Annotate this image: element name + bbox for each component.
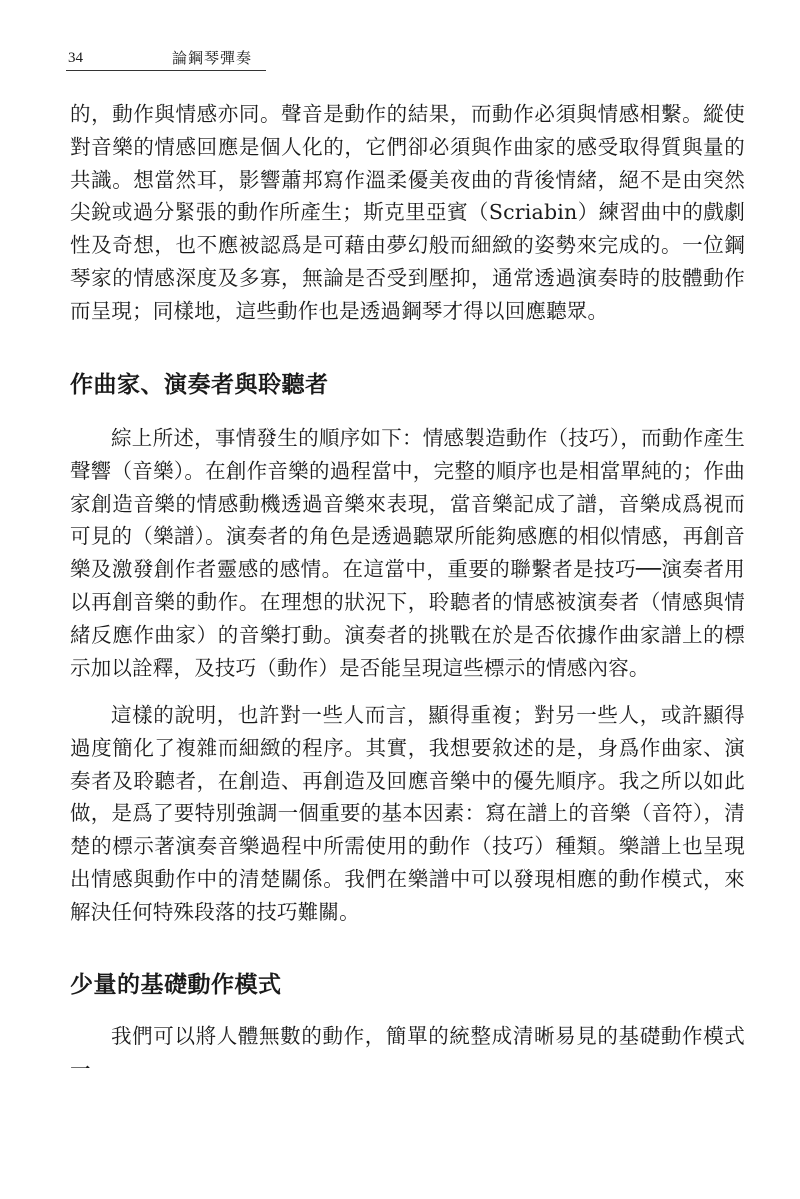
section-heading-composer-performer-listener: 作曲家、演奏者與聆聽者	[70, 371, 329, 398]
section-heading-basic-movement-patterns: 少量的基礎動作模式	[70, 971, 282, 998]
page-number: 34	[68, 50, 83, 66]
paragraph-movement-patterns: 我們可以將人體無數的動作，簡單的統整成清晰易見的基礎動作模式一	[70, 1024, 745, 1081]
running-header	[66, 44, 266, 71]
paragraph-continued: 的，動作與情感亦同。聲音是動作的結果，而動作必須與情感相繫。縱使對音樂的情感回應是個人化的，它們卻必須與作曲家的感受取得質與量的共識。想當然耳，影響蕭邦寫作溫柔優美夜曲的背後情緒，絕不是由突然尖銳或過分緊張的動作所產生；斯克里亞賓（Scriabin）練習曲中的戲劇性及奇想，也不應被認爲是可藉由夢幻般而細緻的姿勢來完成的。一位鋼琴家的情感深度及多寡，無論是否受到壓抑，通常透過演奏時的肢體動作而呈現；同樣地，這些動作也是透過鋼琴才得以回應聽眾。	[70, 102, 745, 323]
paragraph-sequence: 綜上所述，事情發生的順序如下：情感製造動作（技巧），而動作產生聲響（音樂）。在創作音樂的過程當中，完整的順序也是相當單純的；作曲家創造音樂的情感動機透過音樂來表現，當音樂記成了譜，音樂成爲視而可見的（樂譜）。演奏者的角色是透過聽眾所能夠感應的相似情感，再創音樂及激發創作者靈感的感情。在這當中，重要的聯繫者是技巧──演奏者用以再創音樂的動作。在理想的狀況下，聆聽者的情感被演奏者（情感與情緒反應作曲家）的音樂打動。演奏者的挑戰在於是否依據作曲家譜上的標示加以詮釋，及技巧（動作）是否能呈現這些標示的情感內容。	[70, 426, 745, 680]
paragraph-explanation: 這樣的說明，也許對一些人而言，顯得重複；對另一些人，或許顯得過度簡化了複雜而細緻的程序。其實，我想要敘述的是，身爲作曲家、演奏者及聆聽者，在創造、再創造及回應音樂中的優先順序。我之所以如此做，是爲了要特別強調一個重要的基本因素：寫在譜上的音樂（音符），清楚的標示著演奏音樂過程中所需使用的動作（技巧）種類。樂譜上也呈現出情感與動作中的清楚關係。我們在樂譜中可以發現相應的動作模式，來解決任何特殊段落的技巧難關。	[70, 703, 745, 924]
running-title: 論鋼琴彈奏	[172, 49, 253, 67]
